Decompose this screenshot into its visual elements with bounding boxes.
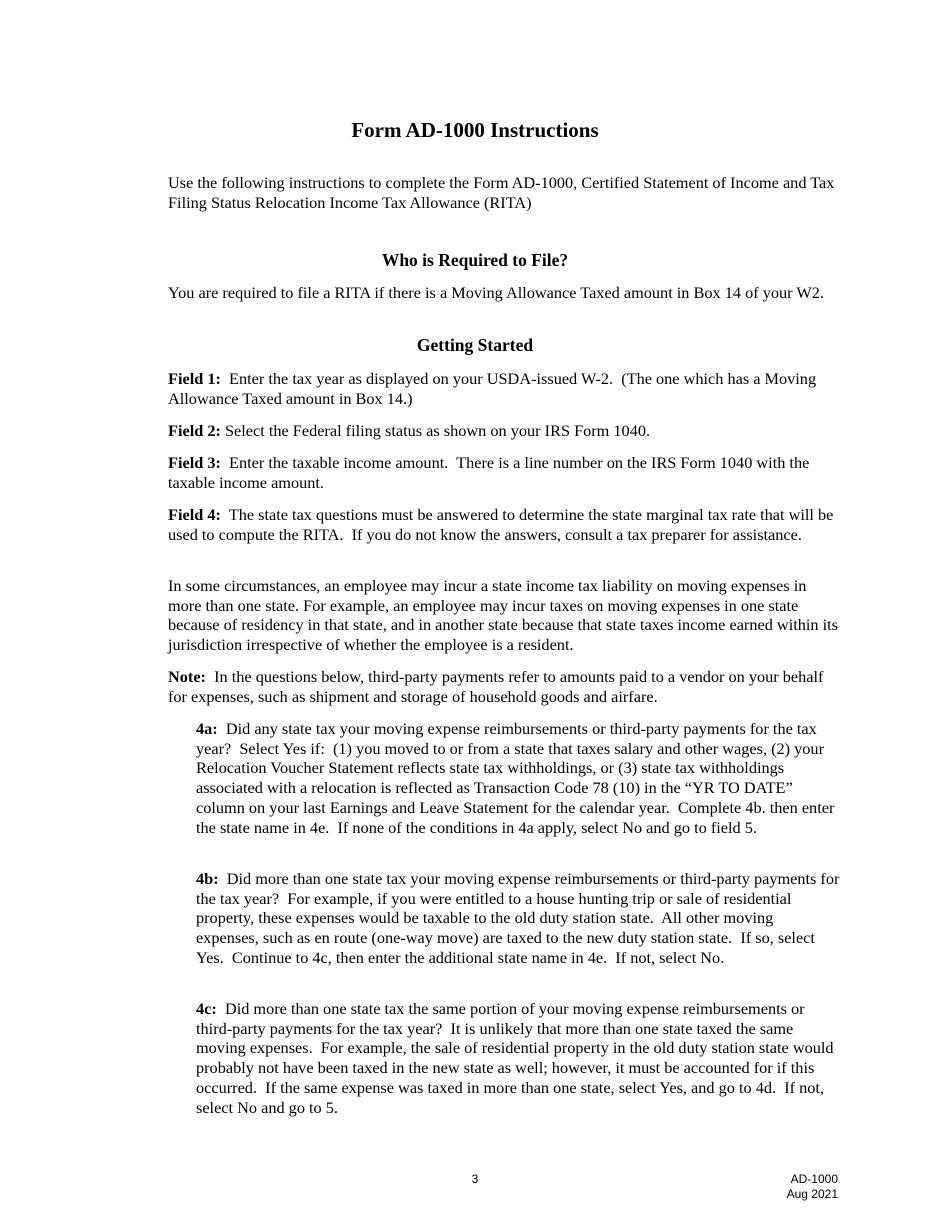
- field3-paragraph: [168, 453, 840, 492]
- note-paragraph: [168, 667, 840, 706]
- intro-paragraph: Use the following instructions to complete the Form AD-1000, Certified Statement of Income and Tax Filing Status Relocation Income Tax Allowance (RITA): [168, 173, 835, 212]
- form-id: AD-1000: [790, 1172, 838, 1186]
- form-id-footer: [787, 1172, 838, 1202]
- field2-label: Field 2:: [168, 421, 221, 440]
- circumstances-paragraph: In some circumstances, an employee may incur a state income tax liability on moving expenses in more than one state. For example, an employee may incur taxes on moving expenses in one state because of residency in that state, and in another state because that state taxes income earned within its jurisdiction irrespective of whether the employee is a resident.: [168, 576, 838, 655]
- getting-started-heading: Getting Started: [416, 335, 534, 355]
- field4-text: The state tax questions must be answered to determine the state marginal tax rate that will be used to compute the RITA. If you do not know the answers, consult a tax preparer for assistance.: [168, 505, 838, 544]
- who-paragraph: You are required to file a RITA if there is a Moving Allowance Taxed amount in Box 14 of your W2.: [168, 283, 824, 302]
- question-4c: [196, 999, 840, 1117]
- who-heading: Who is Required to File?: [381, 250, 569, 270]
- page-number: 3: [471, 1172, 479, 1186]
- q4b-text: Did more than one state tax your moving expense reimbursements or third-party payments for the tax year? For example, if you were entitled to a house hunting trip or sale of residential property, these expenses would be taxable to the old duty station state. All other moving expenses, such as en route (one-way move) are taxed to the new duty station state. If so, select Yes. Continue to 4c, then enter the additional state name in 4e. If not, select No.: [196, 869, 844, 967]
- field3-label: Field 3:: [168, 453, 221, 472]
- field4-label: Field 4:: [168, 505, 221, 524]
- field1-paragraph: [168, 369, 840, 408]
- field4-paragraph: [168, 505, 840, 544]
- page-title: Form AD-1000 Instructions: [351, 118, 599, 142]
- field2-text: Select the Federal filing status as shown on your IRS Form 1040.: [220, 421, 651, 440]
- note-text: In the questions below, third-party payments refer to amounts paid to a vendor on your behalf for expenses, such as shipment and storage of household goods and airfare.: [168, 667, 828, 706]
- q4b-label: 4b:: [196, 869, 219, 888]
- q4a-label: 4a:: [196, 719, 218, 738]
- field1-label: Field 1:: [168, 369, 221, 388]
- field2-paragraph: [168, 421, 840, 441]
- note-label: Note:: [168, 667, 206, 686]
- q4a-text: Did any state tax your moving expense reimbursements or third-party payments for the tax year? Select Yes if: (1) you moved to or from a state that taxes salary and other wages, (2) your Relocation Voucher Statement reflects state tax withholdings, or (3) state tax withholdings associated with a relocation is reflected as Transaction Code 78 (10) in the “YR TO DATE” column on your last Earnings and Leave Statement for the calendar year. Complete 4b. then enter the state name in 4e. If none of the conditions in 4a apply, select No and go to field 5.: [196, 719, 839, 837]
- form-date: Aug 2021: [786, 1187, 838, 1201]
- q4c-label: 4c:: [196, 999, 217, 1018]
- field3-text: Enter the taxable income amount. There is a line number on the IRS Form 1040 with the taxable income amount.: [168, 453, 814, 492]
- q4c-text: Did more than one state tax the same portion of your moving expense reimbursements or third-party payments for the tax year? It is unlikely that more than one state taxed the same moving expenses. For example, the sale of residential property in the old duty station state would probably not have been taxed in the new state as well; however, it must be accounted for if this occurred. If the same expense was taxed in more than one state, select Yes, and go to 4d. If not, select No and go to 5.: [196, 999, 838, 1117]
- question-4b: [196, 869, 844, 968]
- question-4a: [196, 719, 840, 837]
- field1-text: Enter the tax year as displayed on your USDA-issued W-2. (The one which has a Moving Allowance Taxed amount in Box 14.): [168, 369, 820, 408]
